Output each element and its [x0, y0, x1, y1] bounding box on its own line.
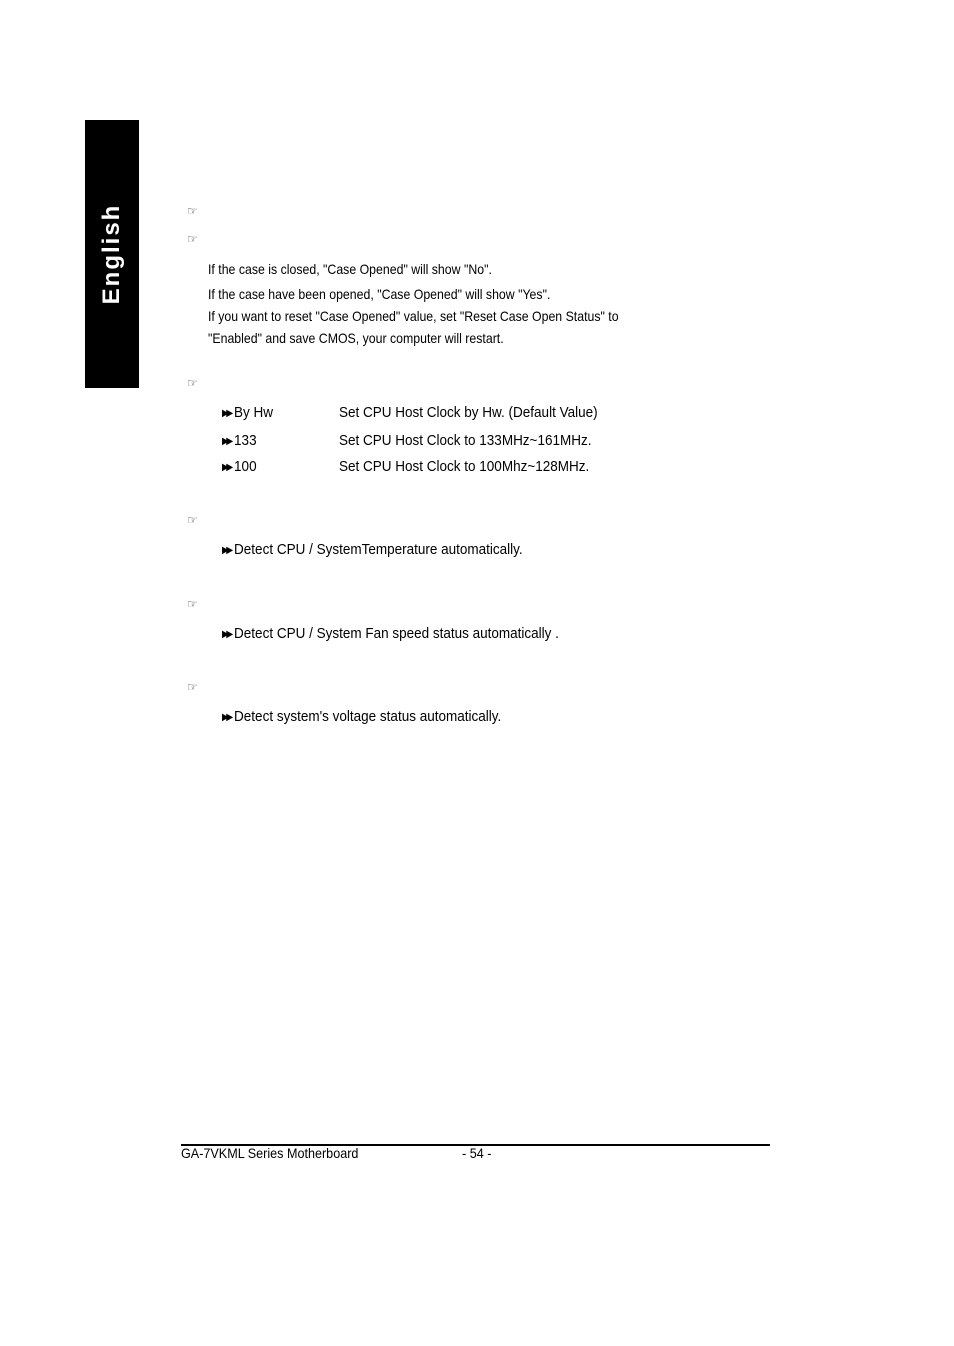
case-open-line-3: If you want to reset "Case Opened" value, set "Reset Case Open Status" to [208, 308, 619, 324]
pointing-hand-icon: ☞ [187, 376, 198, 390]
option-by-hw: ▶▶ By Hw [222, 404, 274, 421]
pointing-hand-icon: ☞ [187, 204, 198, 218]
double-arrow-icon: ▶▶ [222, 629, 231, 640]
language-side-tab [85, 120, 139, 388]
pointing-hand-icon: ☞ [187, 232, 198, 246]
option-133-description: Set CPU Host Clock to 133MHz~161MHz. [339, 432, 592, 449]
pointing-hand-icon: ☞ [187, 680, 198, 694]
footer-page-number: - 54 - [462, 1145, 492, 1161]
option-100-description: Set CPU Host Clock to 100Mhz~128MHz. [339, 458, 590, 475]
case-open-line-1: If the case is closed, "Case Opened" will show "No". [208, 261, 492, 277]
footer-model: GA-7VKML Series Motherboard [181, 1145, 359, 1161]
double-arrow-icon: ▶▶ [222, 462, 231, 473]
double-arrow-icon: ▶▶ [222, 712, 231, 723]
case-open-line-4: "Enabled" and save CMOS, your computer will restart. [208, 330, 504, 346]
pointing-hand-icon: ☞ [187, 597, 198, 611]
option-100: ▶▶ 100 [222, 458, 257, 475]
pointing-hand-icon: ☞ [187, 513, 198, 527]
temperature-item: ▶▶ Detect CPU / SystemTemperature automatically. [222, 541, 523, 558]
double-arrow-icon: ▶▶ [222, 545, 231, 556]
language-label: English [98, 203, 125, 305]
double-arrow-icon: ▶▶ [222, 408, 231, 419]
voltage-item: ▶▶ Detect system's voltage status automatically. [222, 708, 502, 725]
case-open-line-2: If the case have been opened, "Case Opened" will show "Yes". [208, 286, 551, 302]
fan-speed-item: ▶▶ Detect CPU / System Fan speed status automatically . [222, 625, 559, 642]
option-by-hw-description: Set CPU Host Clock by Hw. (Default Value) [339, 404, 598, 421]
double-arrow-icon: ▶▶ [222, 436, 231, 447]
option-133: ▶▶ 133 [222, 432, 257, 449]
